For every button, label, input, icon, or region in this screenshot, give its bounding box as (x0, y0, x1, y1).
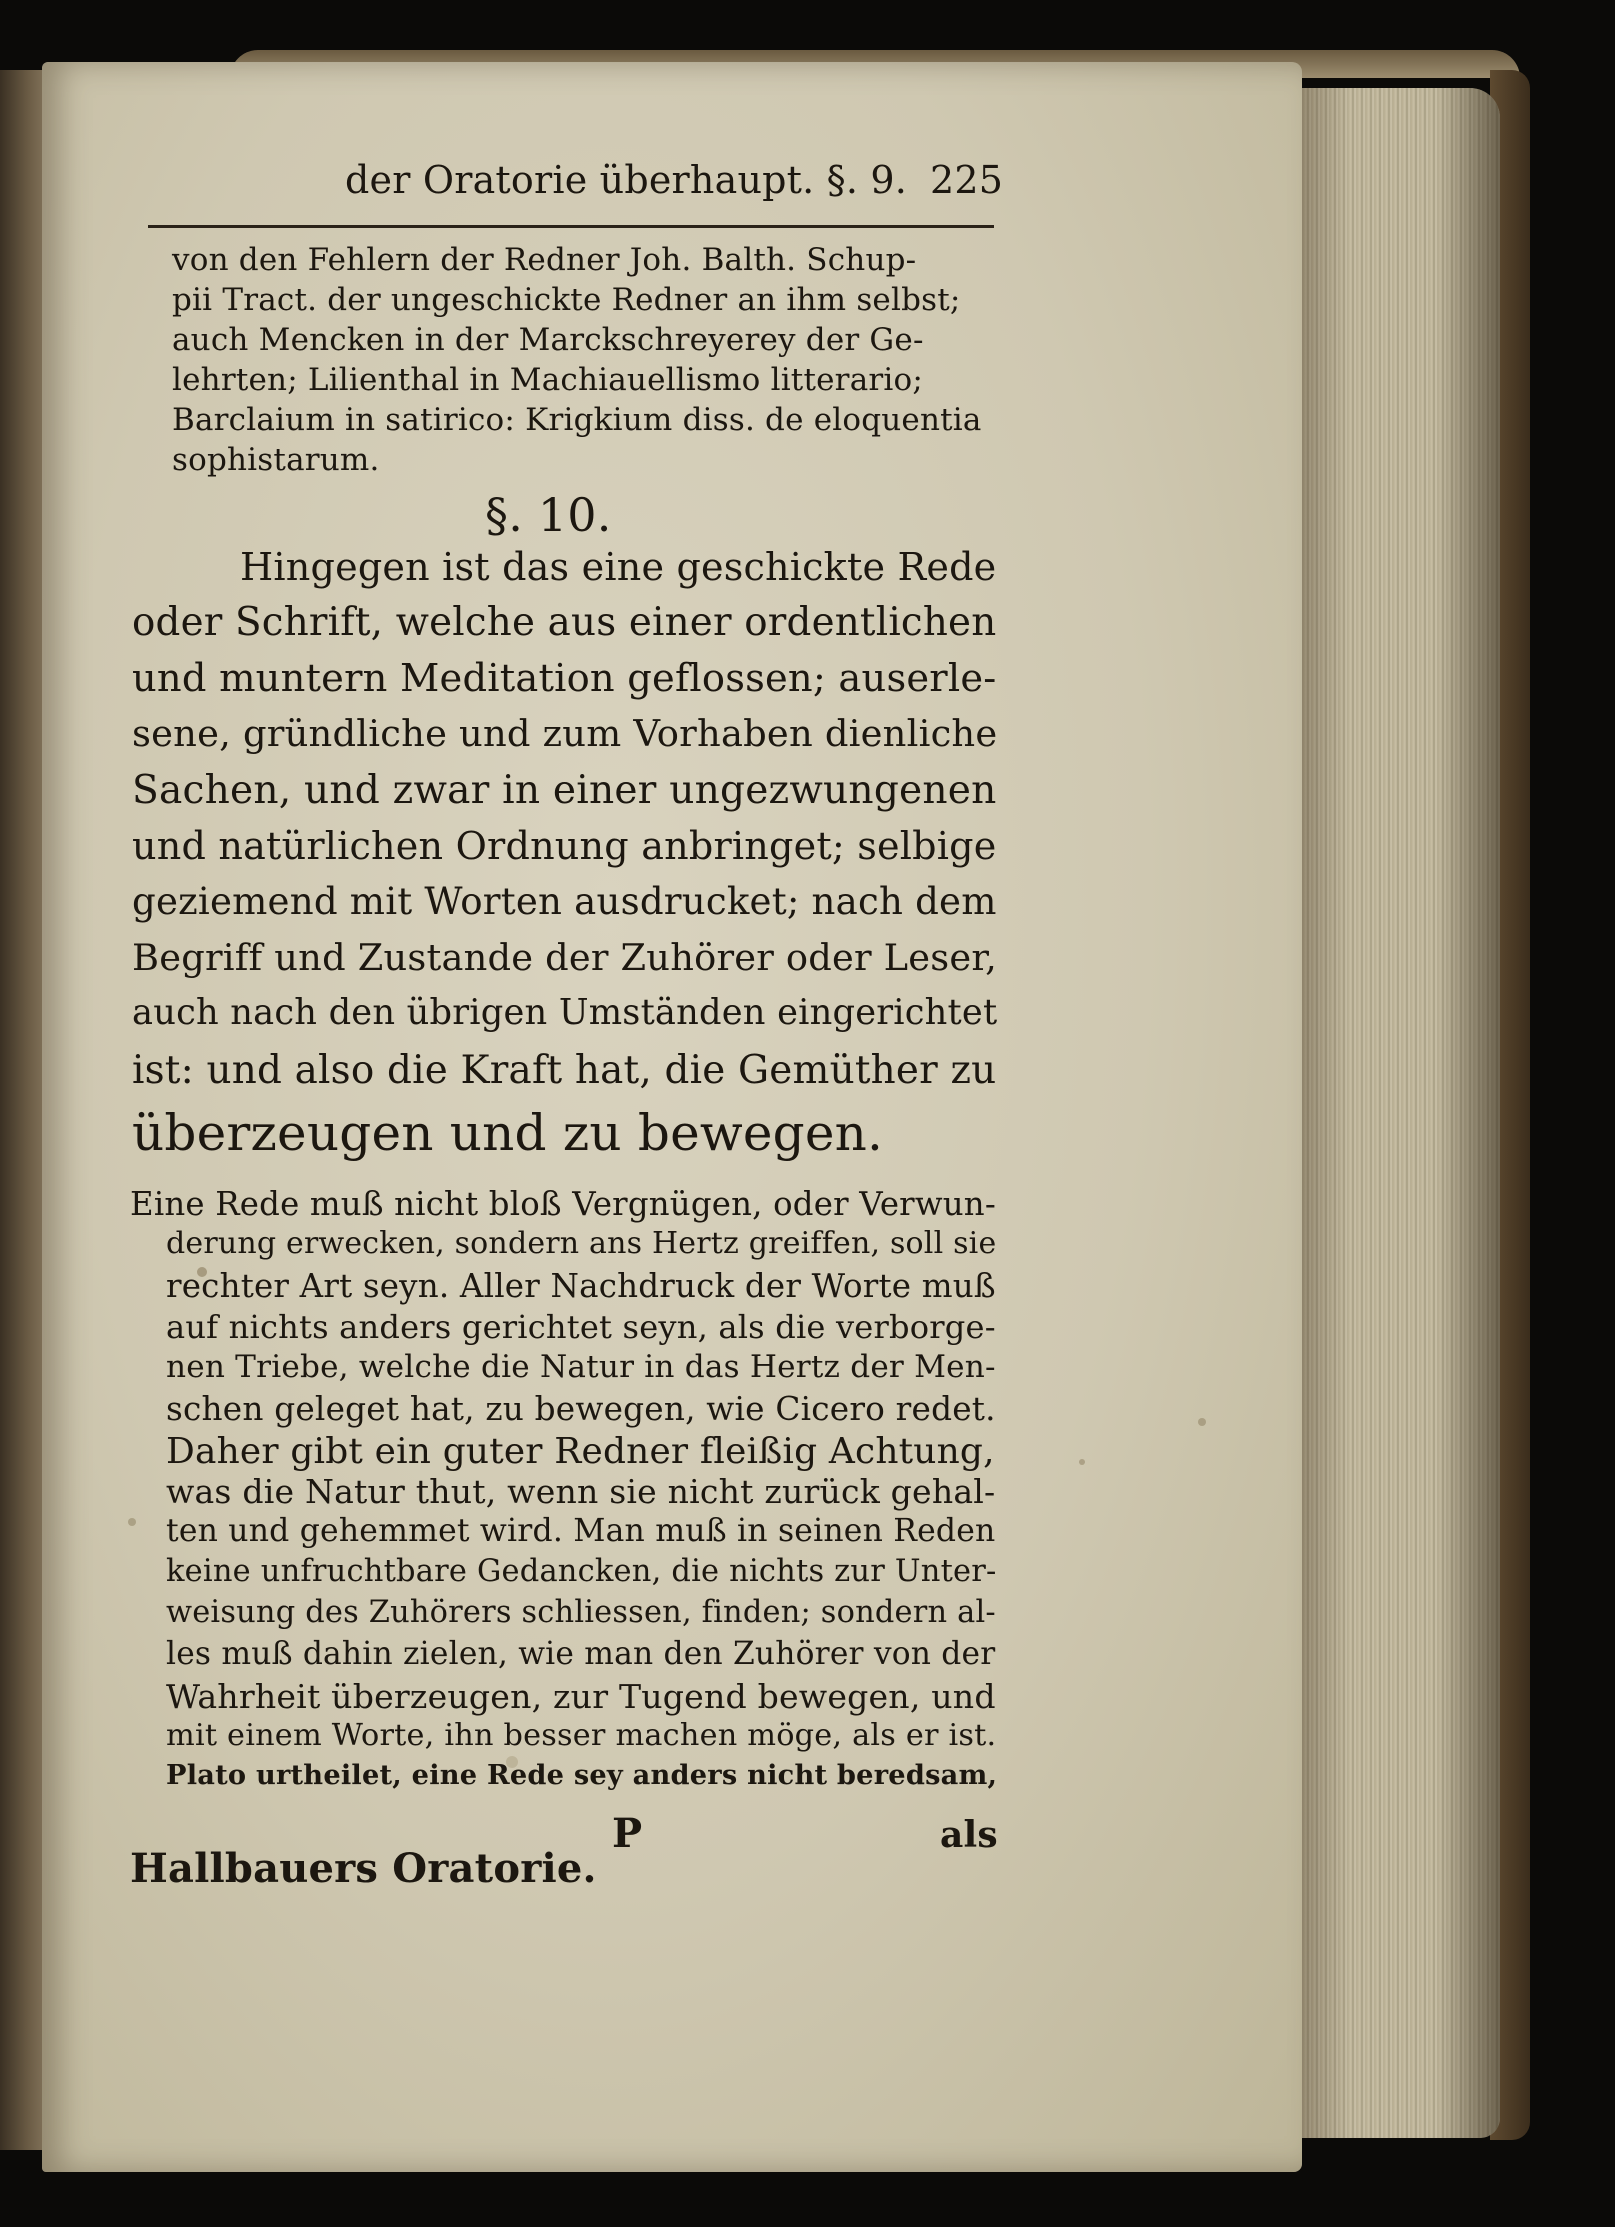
header-rule (148, 225, 994, 228)
footnote-line: lehrten; Lilienthal in Machiauellismo litterario; (172, 362, 924, 398)
commentary-line: mit einem Worte, ihn besser machen möge, als er ist. (166, 1718, 997, 1753)
commentary-line: keine unfruchtbare Gedancken, die nichts zur Unter- (166, 1554, 997, 1589)
signature-mark: P (612, 1810, 643, 1857)
catchword: als (940, 1814, 998, 1856)
main-text-line: ist: und also die Kraft hat, die Gemüther zu (132, 1048, 997, 1093)
running-header-title: der Oratorie überhaupt. §. 9. (345, 158, 908, 202)
commentary-line: ten und gehemmet wird. Man muß in seinen Reden (166, 1513, 996, 1549)
main-text-line: oder Schrift, welche aus einer ordentlichen (132, 600, 997, 645)
commentary-line: derung erwecken, sondern ans Hertz greiffen, soll sie (166, 1226, 997, 1261)
main-text-line: und muntern Meditation geflossen; auserle- (132, 656, 997, 701)
commentary-line: Daher gibt ein guter Redner fleißig Achtung, (166, 1431, 995, 1472)
main-text-line: geziemend mit Worten ausdrucket; nach dem (132, 880, 997, 923)
main-text-line: Sachen, und zwar in einer ungezwungenen (132, 768, 997, 813)
commentary-line: was die Natur thut, wenn sie nicht zurück gehal- (166, 1472, 996, 1511)
commentary-line: schen geleget hat, zu bewegen, wie Cicero redet. (166, 1390, 996, 1428)
main-text-line: Hingegen ist das eine geschickte Rede (240, 545, 997, 589)
commentary-line: rechter Art seyn. Aller Nachdruck der Worte muß (166, 1267, 996, 1305)
page-stack-shade (1285, 88, 1500, 2138)
footnote-line: pii Tract. der ungeschickte Redner an ihm selbst; (172, 282, 961, 318)
commentary-line: Eine Rede muß nicht bloß Vergnügen, oder Verwun- (130, 1185, 996, 1223)
page-number: 225 (930, 158, 1004, 202)
commentary-line: weisung des Zuhörers schliessen, finden; sondern al- (166, 1595, 996, 1630)
footnote-line: sophistarum. (172, 442, 380, 478)
commentary-line: Wahrheit überzeugen, zur Tugend bewegen, und (166, 1677, 996, 1716)
commentary-line: nen Triebe, welche die Natur in das Hertz der Men- (166, 1349, 996, 1385)
main-text-line: überzeugen und zu bewegen. (132, 1104, 884, 1162)
section-heading: §. 10. (485, 488, 612, 542)
main-text-line: sene, gründliche und zum Vorhaben dienliche (132, 712, 998, 755)
footnote-line: auch Mencken in der Marckschreyerey der Ge- (172, 322, 924, 358)
footnote-line: von den Fehlern der Redner Joh. Balth. Schup- (172, 242, 917, 278)
commentary-line: les muß dahin zielen, wie man den Zuhörer von der (166, 1636, 996, 1672)
main-text-line: und natürlichen Ordnung anbringet; selbige (132, 824, 997, 868)
main-text-line: Begriff und Zustande der Zuhörer oder Leser, (132, 936, 997, 979)
commentary-line: auf nichts anders gerichtet seyn, als die verborge- (166, 1308, 996, 1346)
running-header (345, 158, 1004, 202)
footnote-line: Barclaium in satirico: Krigkium diss. de eloquentia (172, 402, 982, 438)
commentary-line: Plato urtheilet, eine Rede sey anders nicht beredsam, (166, 1759, 998, 1791)
printer-signature: Hallbauers Oratorie. (130, 1845, 597, 1892)
main-text-line: auch nach den übrigen Umständen eingerichtet (132, 992, 998, 1033)
